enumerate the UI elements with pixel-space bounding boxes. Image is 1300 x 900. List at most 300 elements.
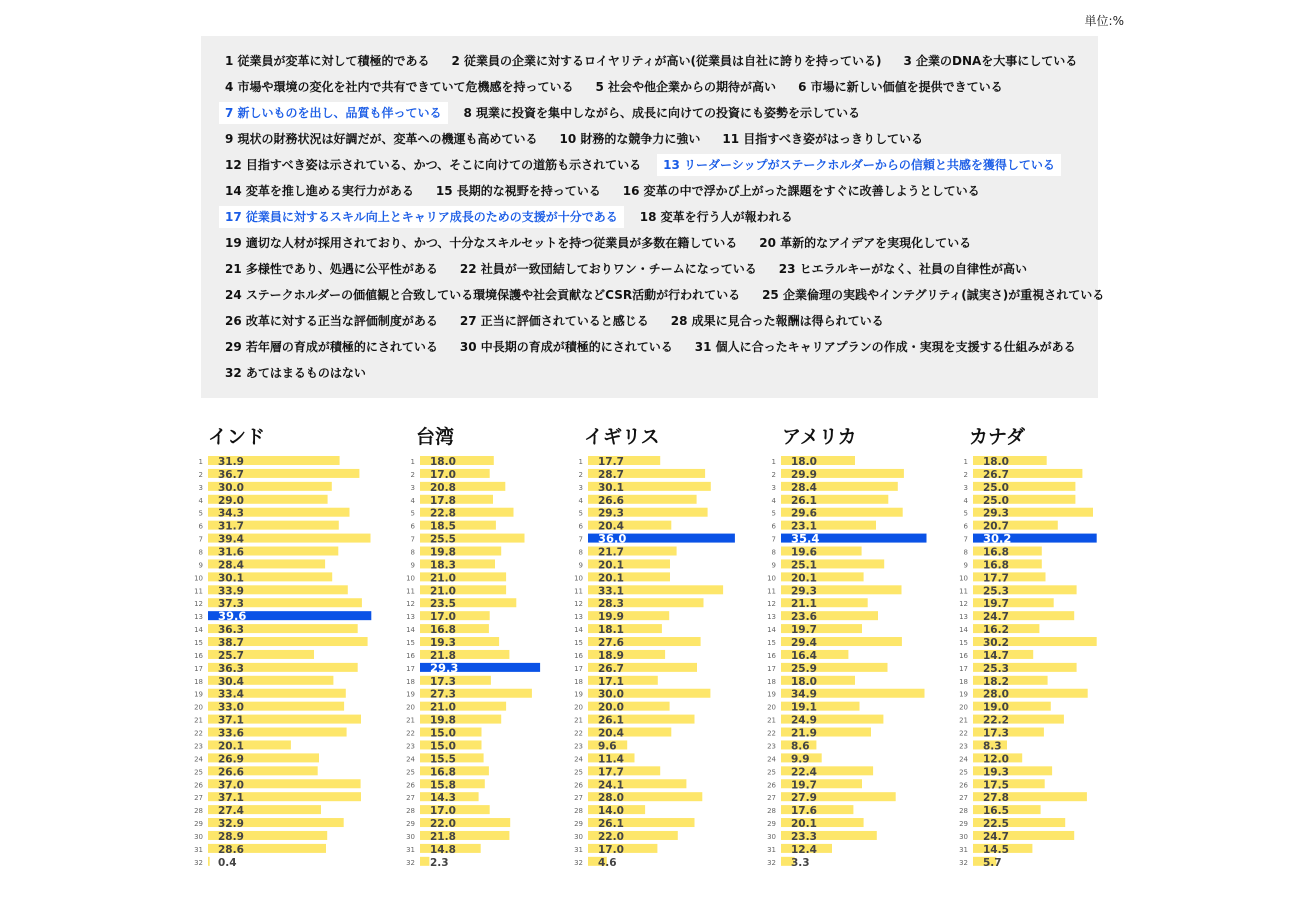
value-label: 25.1: [791, 559, 817, 572]
value-label: 17.7: [598, 456, 624, 468]
row-index: 30: [767, 832, 776, 841]
value-label: 23.5: [430, 598, 456, 611]
value-label: 28.3: [598, 598, 624, 611]
row-index: 22: [959, 729, 968, 738]
row-index: 15: [959, 639, 968, 648]
row-index: 3: [410, 483, 415, 492]
value-label: 29.4: [791, 637, 817, 650]
value-label: 19.0: [983, 701, 1009, 714]
value-label: 25.7: [218, 649, 244, 662]
chart-5: [959, 426, 1097, 869]
row-index: 1: [963, 458, 968, 466]
value-label: 26.1: [598, 714, 624, 727]
value-label: 19.8: [430, 714, 456, 727]
row-index: 7: [578, 535, 583, 544]
legend-item: 20 革新的なアイデアを実現化している: [759, 236, 972, 250]
row-index: 1: [771, 458, 776, 466]
row-index: 23: [194, 742, 203, 751]
value-label: 17.7: [598, 766, 624, 779]
row-index: 11: [574, 587, 583, 596]
row-index: 25: [406, 768, 415, 777]
chart-1: [194, 426, 371, 869]
legend-item: 2 従業員の企業に対するロイヤリティが高い(従業員は自社に誇りを持っている): [451, 54, 882, 68]
value-label: 26.6: [598, 494, 624, 507]
value-label: 20.4: [598, 520, 624, 533]
row-index: 2: [963, 470, 968, 479]
row-index: 20: [959, 703, 968, 712]
row-index: 10: [406, 574, 415, 583]
row-index: 13: [767, 613, 776, 622]
value-label: 29.3: [791, 585, 817, 598]
row-index: 18: [406, 677, 415, 686]
value-label: 23.6: [791, 611, 817, 624]
legend-item: 30 中長期の育成が積極的にされている: [459, 340, 673, 354]
row-index: 9: [198, 561, 203, 570]
row-index: 17: [767, 664, 776, 673]
row-index: 6: [198, 522, 203, 531]
row-index: 1: [198, 458, 203, 466]
value-label: 25.3: [983, 662, 1009, 675]
legend-item-highlighted: 7 新しいものを出し、品質も伴っている: [219, 102, 448, 124]
legend-item: 1 従業員が変革に対して積極的である: [225, 54, 430, 68]
value-label: 22.8: [430, 507, 456, 520]
value-label: 18.9: [598, 649, 624, 662]
value-label: 20.1: [218, 740, 244, 753]
row-index: 18: [959, 677, 968, 686]
row-index: 18: [767, 677, 776, 686]
value-label: 30.2: [983, 531, 1012, 546]
row-index: 3: [578, 483, 583, 492]
row-index: 27: [574, 794, 583, 803]
row-index: 31: [406, 845, 415, 854]
value-label: 30.0: [218, 481, 244, 494]
bar: [420, 857, 429, 866]
row-index: 7: [771, 535, 776, 544]
value-label: 16.2: [983, 624, 1009, 637]
row-index: 29: [194, 820, 203, 829]
value-label: 18.0: [430, 456, 456, 468]
value-label: 37.3: [218, 598, 244, 611]
value-label: 16.8: [430, 766, 456, 779]
row-index: 5: [771, 509, 776, 518]
row-index: 14: [767, 626, 776, 635]
legend-item: 26 改革に対する正当な評価制度がある: [225, 314, 438, 328]
value-label: 33.9: [218, 585, 244, 598]
row-index: 16: [194, 651, 203, 660]
value-label: 14.3: [430, 792, 456, 805]
legend-item: 12 目指すべき姿は示されている、かつ、そこに向けての道筋も示されている: [225, 158, 642, 172]
value-label: 31.9: [218, 456, 244, 468]
row-index: 29: [767, 820, 776, 829]
chart-title: カナダ: [969, 426, 1026, 448]
row-index: 28: [406, 807, 415, 816]
row-index: 18: [194, 677, 203, 686]
value-label: 17.1: [598, 675, 624, 688]
value-label: 19.7: [791, 624, 817, 637]
row-index: 15: [574, 639, 583, 648]
legend-item: 29 若年層の育成が積極的にされている: [225, 340, 438, 354]
row-index: 8: [578, 548, 583, 557]
value-label: 18.0: [983, 456, 1009, 468]
row-index: 12: [959, 600, 968, 609]
value-label: 26.7: [598, 662, 624, 675]
legend-item: 24 ステークホルダーの価値観と合致している環境保護や社会貢献などCSR活動が行われている: [225, 288, 741, 302]
legend-item-highlighted: 17 従業員に対するスキル向上とキャリア成長のための支援が十分である: [219, 206, 624, 228]
row-index: 21: [406, 716, 415, 725]
value-label: 20.1: [598, 559, 624, 572]
value-label: 26.1: [791, 494, 817, 507]
row-index: 32: [959, 858, 968, 867]
row-index: 15: [767, 639, 776, 648]
row-index: 16: [574, 651, 583, 660]
row-index: 4: [198, 496, 203, 505]
value-label: 18.2: [983, 675, 1009, 688]
row-index: 32: [194, 858, 203, 867]
value-label: 19.3: [983, 766, 1009, 779]
row-index: 4: [410, 496, 415, 505]
value-label: 16.8: [430, 624, 456, 637]
value-label: 37.1: [218, 792, 244, 805]
row-index: 27: [959, 794, 968, 803]
legend-item: 5 社会や他企業からの期待が高い: [595, 80, 777, 94]
row-index: 32: [767, 858, 776, 867]
value-label: 22.5: [983, 818, 1009, 831]
value-label: 28.9: [218, 830, 244, 843]
value-label: 37.1: [218, 714, 244, 727]
legend-item: 8 現業に投資を集中しながら、成長に向けての投資にも姿勢を示している: [463, 106, 861, 120]
legend-item: 31 個人に合ったキャリアプランの作成・実現を支援する仕組みがある: [694, 340, 1076, 354]
row-index: 28: [959, 807, 968, 816]
chart-3: [574, 426, 735, 869]
value-label: 27.9: [791, 792, 817, 805]
row-index: 31: [959, 845, 968, 854]
value-label: 24.7: [983, 830, 1009, 843]
value-label: 25.0: [983, 494, 1009, 507]
value-label: 19.7: [791, 779, 817, 792]
row-index: 21: [959, 716, 968, 725]
row-index: 27: [194, 794, 203, 803]
row-index: 14: [959, 626, 968, 635]
row-index: 11: [406, 587, 415, 596]
unit-label: 単位:%: [1084, 14, 1124, 28]
row-index: 31: [767, 845, 776, 854]
value-label: 30.1: [598, 481, 624, 494]
row-index: 4: [771, 496, 776, 505]
value-label: 20.7: [983, 520, 1009, 533]
row-index: 9: [410, 561, 415, 570]
row-index: 24: [406, 755, 415, 764]
value-label: 33.0: [218, 701, 244, 714]
row-index: 31: [194, 845, 203, 854]
legend-item: 28 成果に見合った報酬は得られている: [670, 314, 884, 328]
row-index: 28: [574, 807, 583, 816]
value-label: 25.3: [983, 585, 1009, 598]
value-label: 14.8: [430, 843, 456, 856]
value-label: 36.0: [598, 531, 627, 546]
chart-2: [406, 425, 540, 869]
row-index: 23: [959, 742, 968, 751]
value-label: 31.6: [218, 546, 244, 559]
row-index: 16: [959, 651, 968, 660]
row-index: 30: [194, 832, 203, 841]
row-index: 19: [574, 690, 583, 699]
value-label: 18.5: [430, 520, 456, 533]
row-index: 12: [406, 600, 415, 609]
row-index: 22: [767, 729, 776, 738]
row-index: 10: [959, 574, 968, 583]
row-index: 12: [767, 600, 776, 609]
value-label: 16.5: [983, 805, 1009, 818]
value-label: 15.0: [430, 727, 456, 740]
value-label: 35.4: [791, 531, 820, 546]
value-label: 26.7: [983, 468, 1009, 481]
row-index: 28: [767, 807, 776, 816]
value-label: 29.9: [791, 468, 817, 481]
row-index: 12: [574, 600, 583, 609]
value-label: 28.4: [218, 559, 244, 572]
value-label: 33.1: [598, 585, 624, 598]
row-index: 24: [574, 755, 583, 764]
value-label: 26.6: [218, 766, 244, 779]
value-label: 16.8: [983, 546, 1009, 559]
value-label: 15.0: [430, 740, 456, 753]
value-label: 36.7: [218, 468, 244, 481]
row-index: 29: [406, 820, 415, 829]
value-label: 19.7: [983, 598, 1009, 611]
value-label: 18.0: [791, 675, 817, 688]
value-label: 29.3: [983, 507, 1009, 520]
row-index: 10: [194, 574, 203, 583]
row-index: 21: [574, 716, 583, 725]
value-label: 23.3: [791, 830, 817, 843]
value-label: 18.1: [598, 624, 624, 637]
value-label: 20.8: [430, 481, 456, 494]
value-label: 12.0: [983, 753, 1009, 766]
row-index: 24: [959, 755, 968, 764]
value-label: 37.0: [218, 779, 244, 792]
row-index: 1: [410, 458, 415, 466]
row-index: 7: [963, 535, 968, 544]
row-index: 17: [959, 664, 968, 673]
row-index: 12: [194, 600, 203, 609]
value-label: 25.9: [791, 662, 817, 675]
row-index: 25: [574, 768, 583, 777]
value-label: 30.0: [598, 688, 624, 701]
value-label: 22.4: [791, 766, 817, 779]
row-index: 19: [767, 690, 776, 699]
row-index: 10: [767, 574, 776, 583]
value-label: 28.0: [983, 688, 1009, 701]
value-label: 27.3: [430, 688, 456, 701]
value-label: 38.7: [218, 637, 244, 650]
value-label: 17.6: [791, 805, 817, 818]
value-label: 36.3: [218, 624, 244, 637]
legend-item: 32 あてはまるものはない: [225, 366, 366, 380]
legend-item: 16 変革の中で浮かび上がった課題をすぐに改善しようとしている: [622, 184, 980, 198]
value-label: 9.6: [598, 740, 617, 753]
row-index: 5: [578, 509, 583, 518]
row-index: 25: [959, 768, 968, 777]
value-label: 21.9: [791, 727, 817, 740]
legend-item: 15 長期的な視野を持っている: [435, 184, 601, 198]
value-label: 19.1: [791, 701, 817, 714]
value-label: 25.0: [983, 481, 1009, 494]
value-label: 20.0: [598, 701, 624, 714]
legend-item: 21 多様性であり、処遇に公平性がある: [225, 262, 438, 276]
row-index: 11: [194, 587, 203, 596]
row-index: 20: [194, 703, 203, 712]
row-index: 17: [194, 664, 203, 673]
value-label: 11.4: [598, 753, 624, 766]
value-label: 14.5: [983, 843, 1009, 856]
value-label: 19.3: [430, 637, 456, 650]
row-index: 5: [198, 509, 203, 518]
row-index: 26: [574, 781, 583, 790]
value-label: 16.8: [983, 559, 1009, 572]
value-label: 26.1: [598, 818, 624, 831]
value-label: 34.9: [791, 688, 817, 701]
row-index: 23: [574, 742, 583, 751]
row-index: 20: [574, 703, 583, 712]
value-label: 17.0: [598, 843, 624, 856]
chart-title: イギリス: [584, 426, 660, 448]
value-label: 24.7: [983, 611, 1009, 624]
value-label: 20.4: [598, 727, 624, 740]
row-index: 4: [963, 496, 968, 505]
value-label: 36.3: [218, 662, 244, 675]
value-label: 8.3: [983, 740, 1002, 753]
row-index: 6: [578, 522, 583, 531]
row-index: 32: [574, 858, 583, 867]
value-label: 27.4: [218, 805, 244, 818]
value-label: 21.7: [598, 546, 624, 559]
value-label: 20.1: [791, 572, 817, 585]
row-index: 25: [767, 768, 776, 777]
legend-item: 11 目指すべき姿がはっきりしている: [722, 132, 924, 146]
legend-item: 4 市場や環境の変化を社内で共有できていて危機感を持っている: [225, 80, 574, 94]
row-index: 32: [406, 858, 415, 867]
value-label: 0.4: [218, 856, 237, 869]
value-label: 21.0: [430, 585, 456, 598]
row-index: 6: [963, 522, 968, 531]
legend-item: 19 適切な人材が採用されており、かつ、十分なスキルセットを持つ従業員が多数在籍している: [225, 236, 738, 250]
row-index: 10: [574, 574, 583, 583]
value-label: 32.9: [218, 818, 244, 831]
value-label: 20.1: [598, 572, 624, 585]
row-index: 8: [963, 548, 968, 557]
value-label: 19.8: [430, 546, 456, 559]
row-index: 27: [767, 794, 776, 803]
value-label: 17.7: [983, 572, 1009, 585]
legend-item: 22 社員が一致団結しておりワン・チームになっている: [459, 262, 757, 276]
row-index: 19: [406, 690, 415, 699]
row-index: 1: [578, 458, 583, 466]
row-index: 15: [406, 639, 415, 648]
legend-item-highlighted: 13 リーダーシップがステークホルダーからの信頼と共感を獲得している: [657, 154, 1061, 176]
row-index: 2: [771, 470, 776, 479]
value-label: 20.1: [791, 818, 817, 831]
row-index: 22: [194, 729, 203, 738]
legend-item: 18 変革を行う人が報われる: [639, 210, 793, 224]
value-label: 25.5: [430, 533, 456, 546]
row-index: 9: [771, 561, 776, 570]
legend-item: 3 企業のDNAを大事にしている: [903, 54, 1078, 68]
row-index: 14: [406, 626, 415, 635]
row-index: 29: [959, 820, 968, 829]
value-label: 33.4: [218, 688, 244, 701]
row-index: 30: [406, 832, 415, 841]
value-label: 17.0: [430, 805, 456, 818]
value-label: 21.8: [430, 830, 456, 843]
value-label: 34.3: [218, 507, 244, 520]
row-index: 6: [771, 522, 776, 531]
row-index: 18: [574, 677, 583, 686]
row-index: 7: [198, 535, 203, 544]
value-label: 21.0: [430, 572, 456, 585]
legend-item: 9 現状の財務状況は好調だが、変革への機運も高めている: [225, 132, 538, 146]
row-index: 26: [767, 781, 776, 790]
value-label: 12.4: [791, 843, 817, 856]
row-index: 20: [767, 703, 776, 712]
row-index: 11: [959, 587, 968, 596]
value-label: 29.0: [218, 494, 244, 507]
row-index: 31: [574, 845, 583, 854]
value-label: 21.1: [791, 598, 817, 611]
row-index: 13: [406, 613, 415, 622]
row-index: 8: [771, 548, 776, 557]
value-label: 29.3: [430, 660, 459, 675]
row-index: 30: [574, 832, 583, 841]
row-index: 8: [198, 548, 203, 557]
value-label: 19.6: [791, 546, 817, 559]
row-index: 22: [574, 729, 583, 738]
value-label: 29.6: [791, 507, 817, 520]
row-index: 13: [194, 613, 203, 622]
row-index: 29: [574, 820, 583, 829]
row-index: 23: [767, 742, 776, 751]
value-label: 15.8: [430, 779, 456, 792]
row-index: 26: [406, 781, 415, 790]
row-index: 21: [194, 716, 203, 725]
row-index: 13: [574, 613, 583, 622]
value-label: 22.0: [430, 818, 456, 831]
value-label: 19.9: [598, 611, 624, 624]
value-label: 28.0: [598, 792, 624, 805]
value-label: 17.8: [430, 494, 456, 507]
chart-4: [767, 426, 926, 869]
value-label: 18.3: [430, 559, 456, 572]
value-label: 2.3: [430, 856, 449, 869]
value-label: 16.4: [791, 649, 817, 662]
row-index: 3: [198, 483, 203, 492]
bar: [208, 857, 210, 866]
row-index: 19: [194, 690, 203, 699]
row-index: 28: [194, 807, 203, 816]
value-label: 24.1: [598, 779, 624, 792]
row-index: 15: [194, 639, 203, 648]
value-label: 22.2: [983, 714, 1009, 727]
row-index: 20: [406, 703, 415, 712]
row-index: 26: [959, 781, 968, 790]
row-index: 24: [194, 755, 203, 764]
value-label: 39.4: [218, 533, 244, 546]
row-index: 14: [574, 626, 583, 635]
legend-item: 23 ヒエラルキーがなく、社員の自律性が高い: [778, 262, 1028, 276]
value-label: 17.3: [983, 727, 1009, 740]
row-index: 22: [406, 729, 415, 738]
row-index: 2: [578, 470, 583, 479]
value-label: 24.9: [791, 714, 817, 727]
